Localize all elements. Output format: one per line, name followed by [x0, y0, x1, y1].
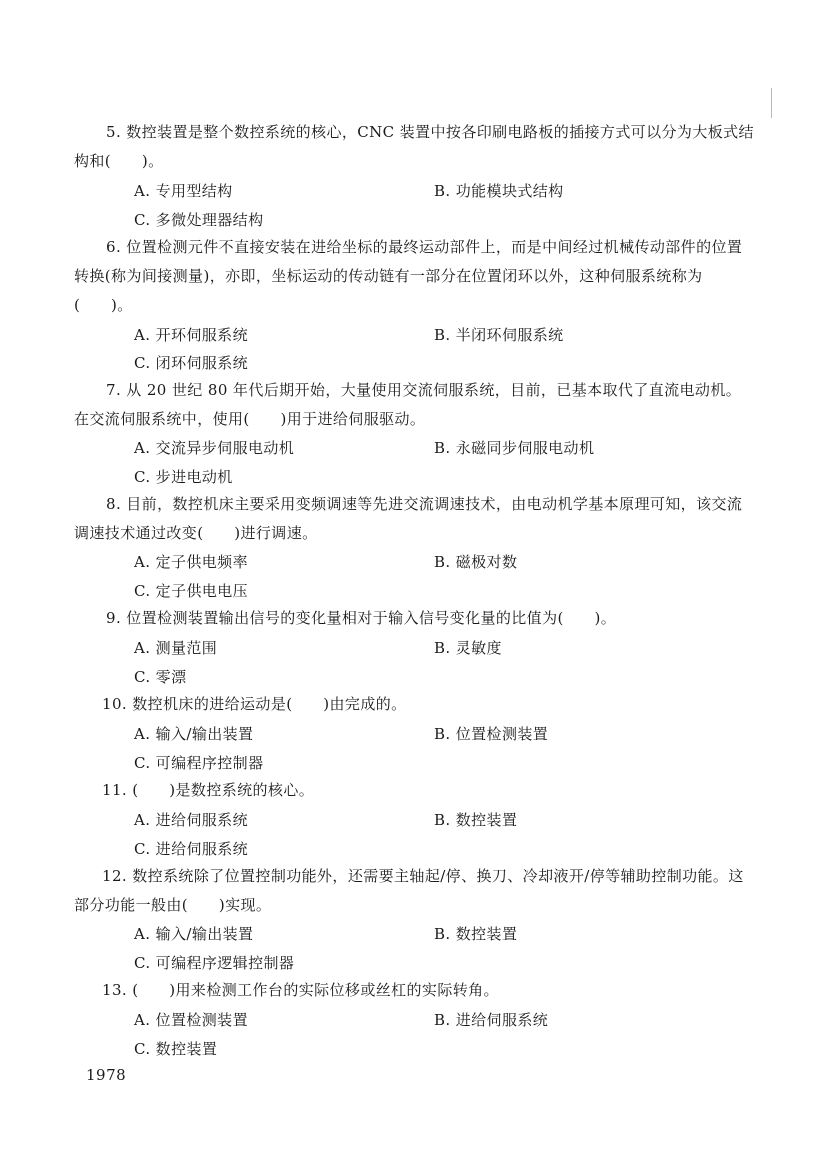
- question-7-option-a: A. 交流异步伺服电动机: [134, 439, 295, 457]
- question-6-option-a: A. 开环伺服系统: [134, 326, 248, 344]
- question-11-text: 11. ( )是数控系统的核心。: [102, 781, 315, 799]
- question-6-option-b: B. 半闭环伺服系统: [434, 326, 564, 344]
- question-8-option-b: B. 磁极对数: [434, 553, 518, 571]
- question-5-option-a: A. 专用型结构: [134, 182, 233, 200]
- question-13-option-a: A. 位置检测装置: [134, 1011, 248, 1029]
- question-11-option-a: A. 进给伺服系统: [134, 811, 248, 829]
- question-8-option-c: C. 定子供电电压: [134, 582, 249, 600]
- question-8-text: 8. 目前，数控机床主要采用变频调速等先进交流调速技术，由电动机学基本原理可知，该交流调速技术通过改变( )进行调速。: [74, 495, 743, 542]
- question-5-text: 5. 数控装置是整个数控系统的核心，CNC 装置中按各印刷电路板的插接方式可以分为大板式结构和( )。: [74, 123, 754, 170]
- page-number: 1978: [86, 1066, 127, 1084]
- question-9-option-a: A. 测量范围: [134, 639, 218, 657]
- question-12-option-c: C. 可编程序逻辑控制器: [134, 954, 295, 972]
- question-9-text: 9. 位置检测装置输出信号的变化量相对于输入信号变化量的比值为( )。: [106, 609, 617, 627]
- question-13-option-b: B. 进给伺服系统: [434, 1011, 549, 1029]
- question-6-option-c: C. 闭环伺服系统: [134, 354, 249, 372]
- scan-artifact: [771, 88, 772, 118]
- question-10-text: 10. 数控机床的进给运动是( )由完成的。: [102, 695, 407, 713]
- question-8-option-a: A. 定子供电频率: [134, 553, 248, 571]
- question-7-text: 7. 从 20 世纪 80 年代后期开始，大量使用交流伺服系统，目前，已基本取代了直流电动机。在交流伺服系统中，使用( )用于进给伺服驱动。: [74, 381, 742, 428]
- question-12-text: 12. 数控系统除了位置控制功能外，还需要主轴起/停、换刀、冷却液开/停等辅助控制功能。这部分功能一般由( )实现。: [74, 867, 744, 914]
- question-5-option-c: C. 多微处理器结构: [134, 211, 264, 229]
- question-12-option-b: B. 数控装置: [434, 925, 518, 943]
- question-7-option-c: C. 步进电动机: [134, 468, 233, 486]
- question-10-option-c: C. 可编程序控制器: [134, 754, 264, 772]
- question-6-text: 6. 位置检测元件不直接安装在进给坐标的最终运动部件上，而是中间经过机械传动部件的位置转换(称为间接测量)，亦即，坐标运动的传动链有一部分在位置闭环以外，这种伺服系统称为( )。: [74, 238, 743, 314]
- question-13-option-c: C. 数控装置: [134, 1040, 218, 1058]
- question-11-option-c: C. 进给伺服系统: [134, 840, 249, 858]
- question-10-option-b: B. 位置检测装置: [434, 725, 549, 743]
- question-10-option-a: A. 输入/输出装置: [134, 725, 254, 743]
- question-12-option-a: A. 输入/输出装置: [134, 925, 254, 943]
- question-9-option-b: B. 灵敏度: [434, 639, 502, 657]
- question-9-option-c: C. 零漂: [134, 668, 187, 686]
- question-5-option-b: B. 功能模块式结构: [434, 182, 564, 200]
- question-7-option-b: B. 永磁同步伺服电动机: [434, 439, 595, 457]
- question-11-option-b: B. 数控装置: [434, 811, 518, 829]
- question-13-text: 13. ( )用来检测工作台的实际位移或丝杠的实际转角。: [102, 981, 499, 999]
